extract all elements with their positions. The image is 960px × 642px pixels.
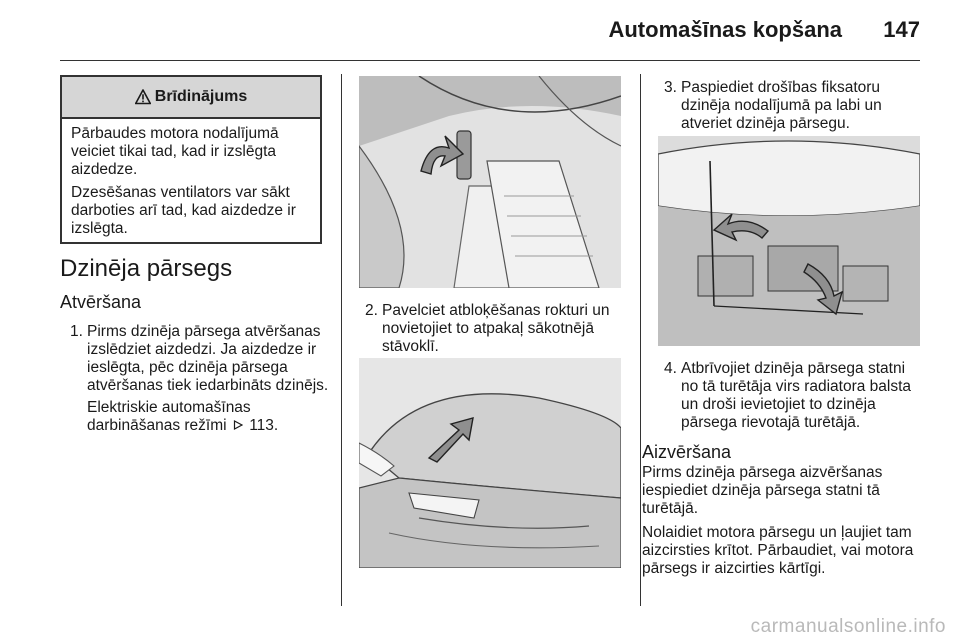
header-title: Automašīnas kopšana <box>608 17 842 42</box>
page-header <box>0 0 960 62</box>
step-extra-text <box>87 399 332 435</box>
warning-paragraph: Dzesēšanas ventilators var sākt darboties arī tad, kad aizdedze ir izslēgta. <box>71 184 296 237</box>
page-reference-link[interactable]: 113. <box>249 417 279 434</box>
section-title: Dzinēja pārsegs <box>60 255 233 282</box>
step-number: 2. <box>365 302 378 319</box>
step-3 <box>664 79 926 137</box>
illustration-hood-front <box>359 358 621 568</box>
step-text: Pirms dzinēja pārsega atvēršanas izslēdziet aizdedzi. Ja aizdedze ir ieslēgta, pēc dzinēja pārsega atvēršanas tiek iedarbināts dzinējs. <box>87 323 329 394</box>
illustration-engine-compartment <box>658 136 920 346</box>
closing-paragraph: Pirms dzinēja pārsega aizvēršanas iespiediet dzinēja pārsega statni tā turētājā. <box>642 464 883 517</box>
warning-body <box>62 119 320 238</box>
step-2 <box>365 302 627 360</box>
warning-triangle-icon <box>135 89 151 105</box>
step-text: Paspiediet drošības fiksatoru dzinēja nodalījumā pa labi un atveriet dzinēja pārsegu. <box>681 79 882 132</box>
header-rule <box>60 60 920 61</box>
warning-header <box>62 77 320 119</box>
step-text: Atbrīvojiet dzinēja pārsega statni no tā turētāja virs radiatora balsta un droši ievietojiet to dzinēja pārsega rievotajā turētājā. <box>681 360 912 431</box>
step-1 <box>70 323 332 439</box>
step-number: 4. <box>664 360 677 377</box>
closing-subtitle: Aizvēršana <box>642 442 732 462</box>
page-reference-triangle-icon <box>233 420 243 430</box>
step-number: 3. <box>664 79 677 96</box>
closing-paragraph: Nolaidiet motora pārsegu un ļaujiet tam aizcirsties krītot. Pārbaudiet, vai motora pārsegs ir aizcirties kārtīgi. <box>642 524 914 577</box>
closing-text <box>642 464 927 584</box>
step-number: 1. <box>70 323 83 340</box>
warning-title: Brīdinājums <box>154 88 248 105</box>
step-extra-label: Elektriskie automašīnas darbināšanas režīmi <box>87 399 251 434</box>
step-4 <box>664 360 926 436</box>
column-divider-left <box>341 74 342 606</box>
illustration-release-lever <box>359 76 621 288</box>
warning-box <box>60 75 322 244</box>
page-number: 147 <box>883 17 920 42</box>
watermark: carmanualsonline.info <box>750 616 946 637</box>
column-divider-right <box>640 74 641 606</box>
step-text: Pavelciet atbloķēšanas rokturi un novietojiet to atpakaļ sākotnējā stāvoklī. <box>382 302 610 355</box>
warning-paragraph: Pārbaudes motora nodalījumā veiciet tikai tad, kad ir izslēgta aizdedze. <box>71 125 279 178</box>
opening-subtitle: Atvēršana <box>60 292 142 312</box>
